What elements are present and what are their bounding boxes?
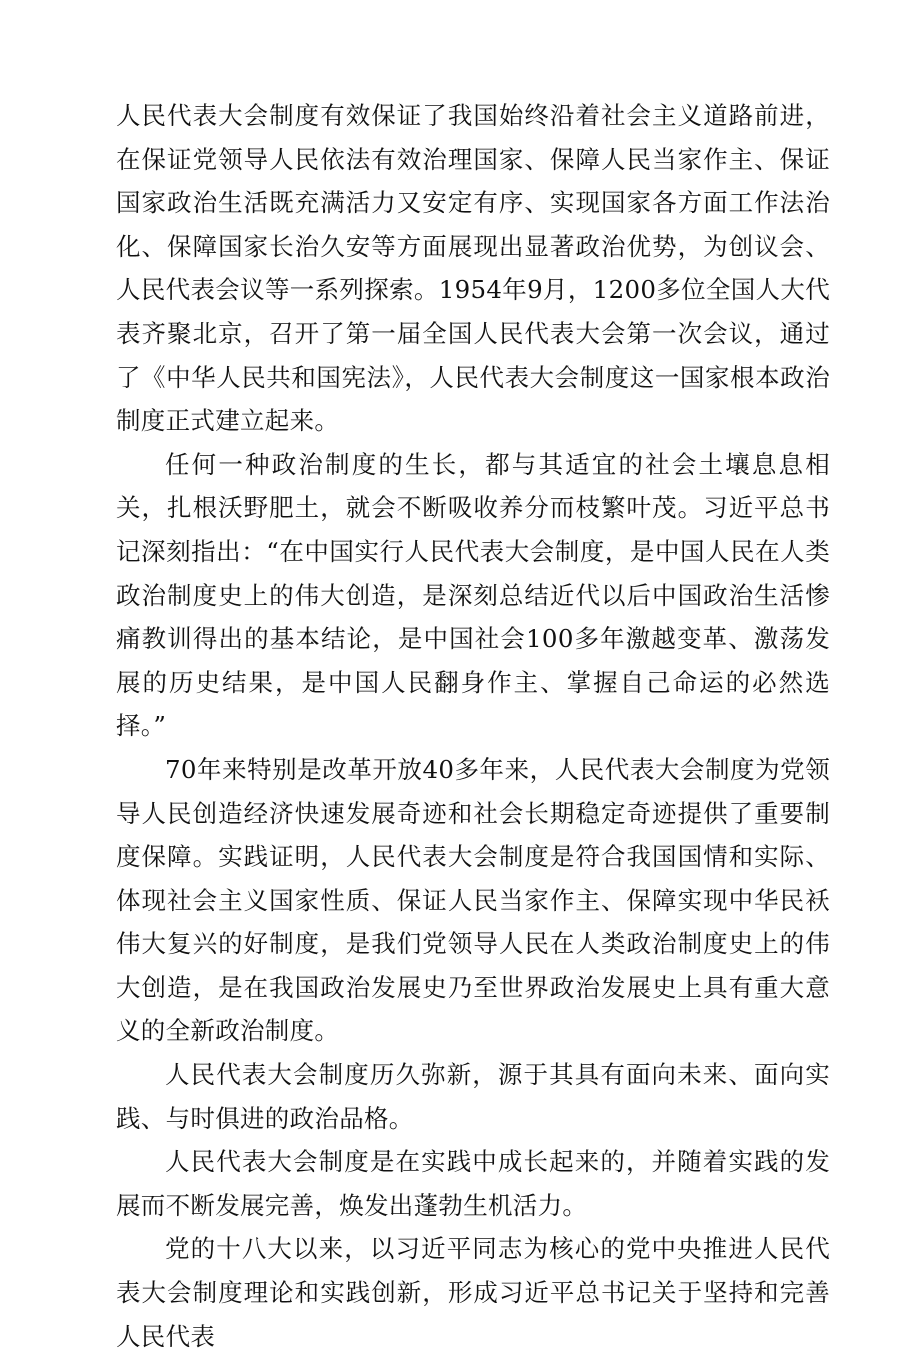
document-body (116, 94, 830, 1358)
paragraph-1: 人民代表大会制度有效保证了我国始终沿着社会主义道路前进，在保证党领导人民依法有效治理国家、保障人民当家作主、保证国家政治生活既充满活力又安定有序、实现国家各方面工作法治化、保障国家长治久安等方面展现出显著政治优势，为创议会、人民代表会议等一系列探索。1954年9月，1200多位全国人大代表齐聚北京，召开了第一届全国人民代表大会第一次会议，通过了《中华人民共和国宪法》，人民代表大会制度这一国家根本政治制度正式建立起来。 (116, 101, 830, 436)
paragraph-3: 70年来特别是改革开放40多年来，人民代表大会制度为党领导人民创造经济快速发展奇迹和社会长期稳定奇迹提供了重要制度保障。实践证明，人民代表大会制度是符合我国国情和实际、体现社会主义国家性质、保证人民当家作主、保障实现中华民袄伟大复兴的好制度，是我们党领导人民在人类政治制度史上的伟大创造，是在我国政治发展史乃至世界政治发展史上具有重大意义的全新政治制度。 (116, 754, 830, 1046)
paragraph-4: 人民代表大会制度历久弥新，源于其具有面向未来、面向实践、与时俱进的政治品格。 (116, 1060, 830, 1133)
paragraph-2: 任何一种政治制度的生长，都与其适宜的社会土壤息息相关，扎根沃野肥土，就会不断吸收养分而枝繁叶茂。习近平总书记深刻指出：“在中国实行人民代表大会制度，是中国人民在人类政治制度史上的伟大创造，是深刻总结近代以后中国政治生活惨痛教训得出的基本结论，是中国社会100多年激越变革、激荡发展的历史结果，是中国人民翻身作主、掌握自己命运的必然选择。” (116, 449, 830, 741)
paragraph-5: 人民代表大会制度是在实践中成长起来的，并随着实践的发展而不断发展完善，焕发出蓬勃生机活力。 (116, 1147, 830, 1220)
paragraph-6: 党的十八大以来，以习近平同志为核心的党中央推进人民代表大会制度理论和实践创新，形成习近平总书记关于坚持和完善人民代表 (116, 1234, 830, 1351)
